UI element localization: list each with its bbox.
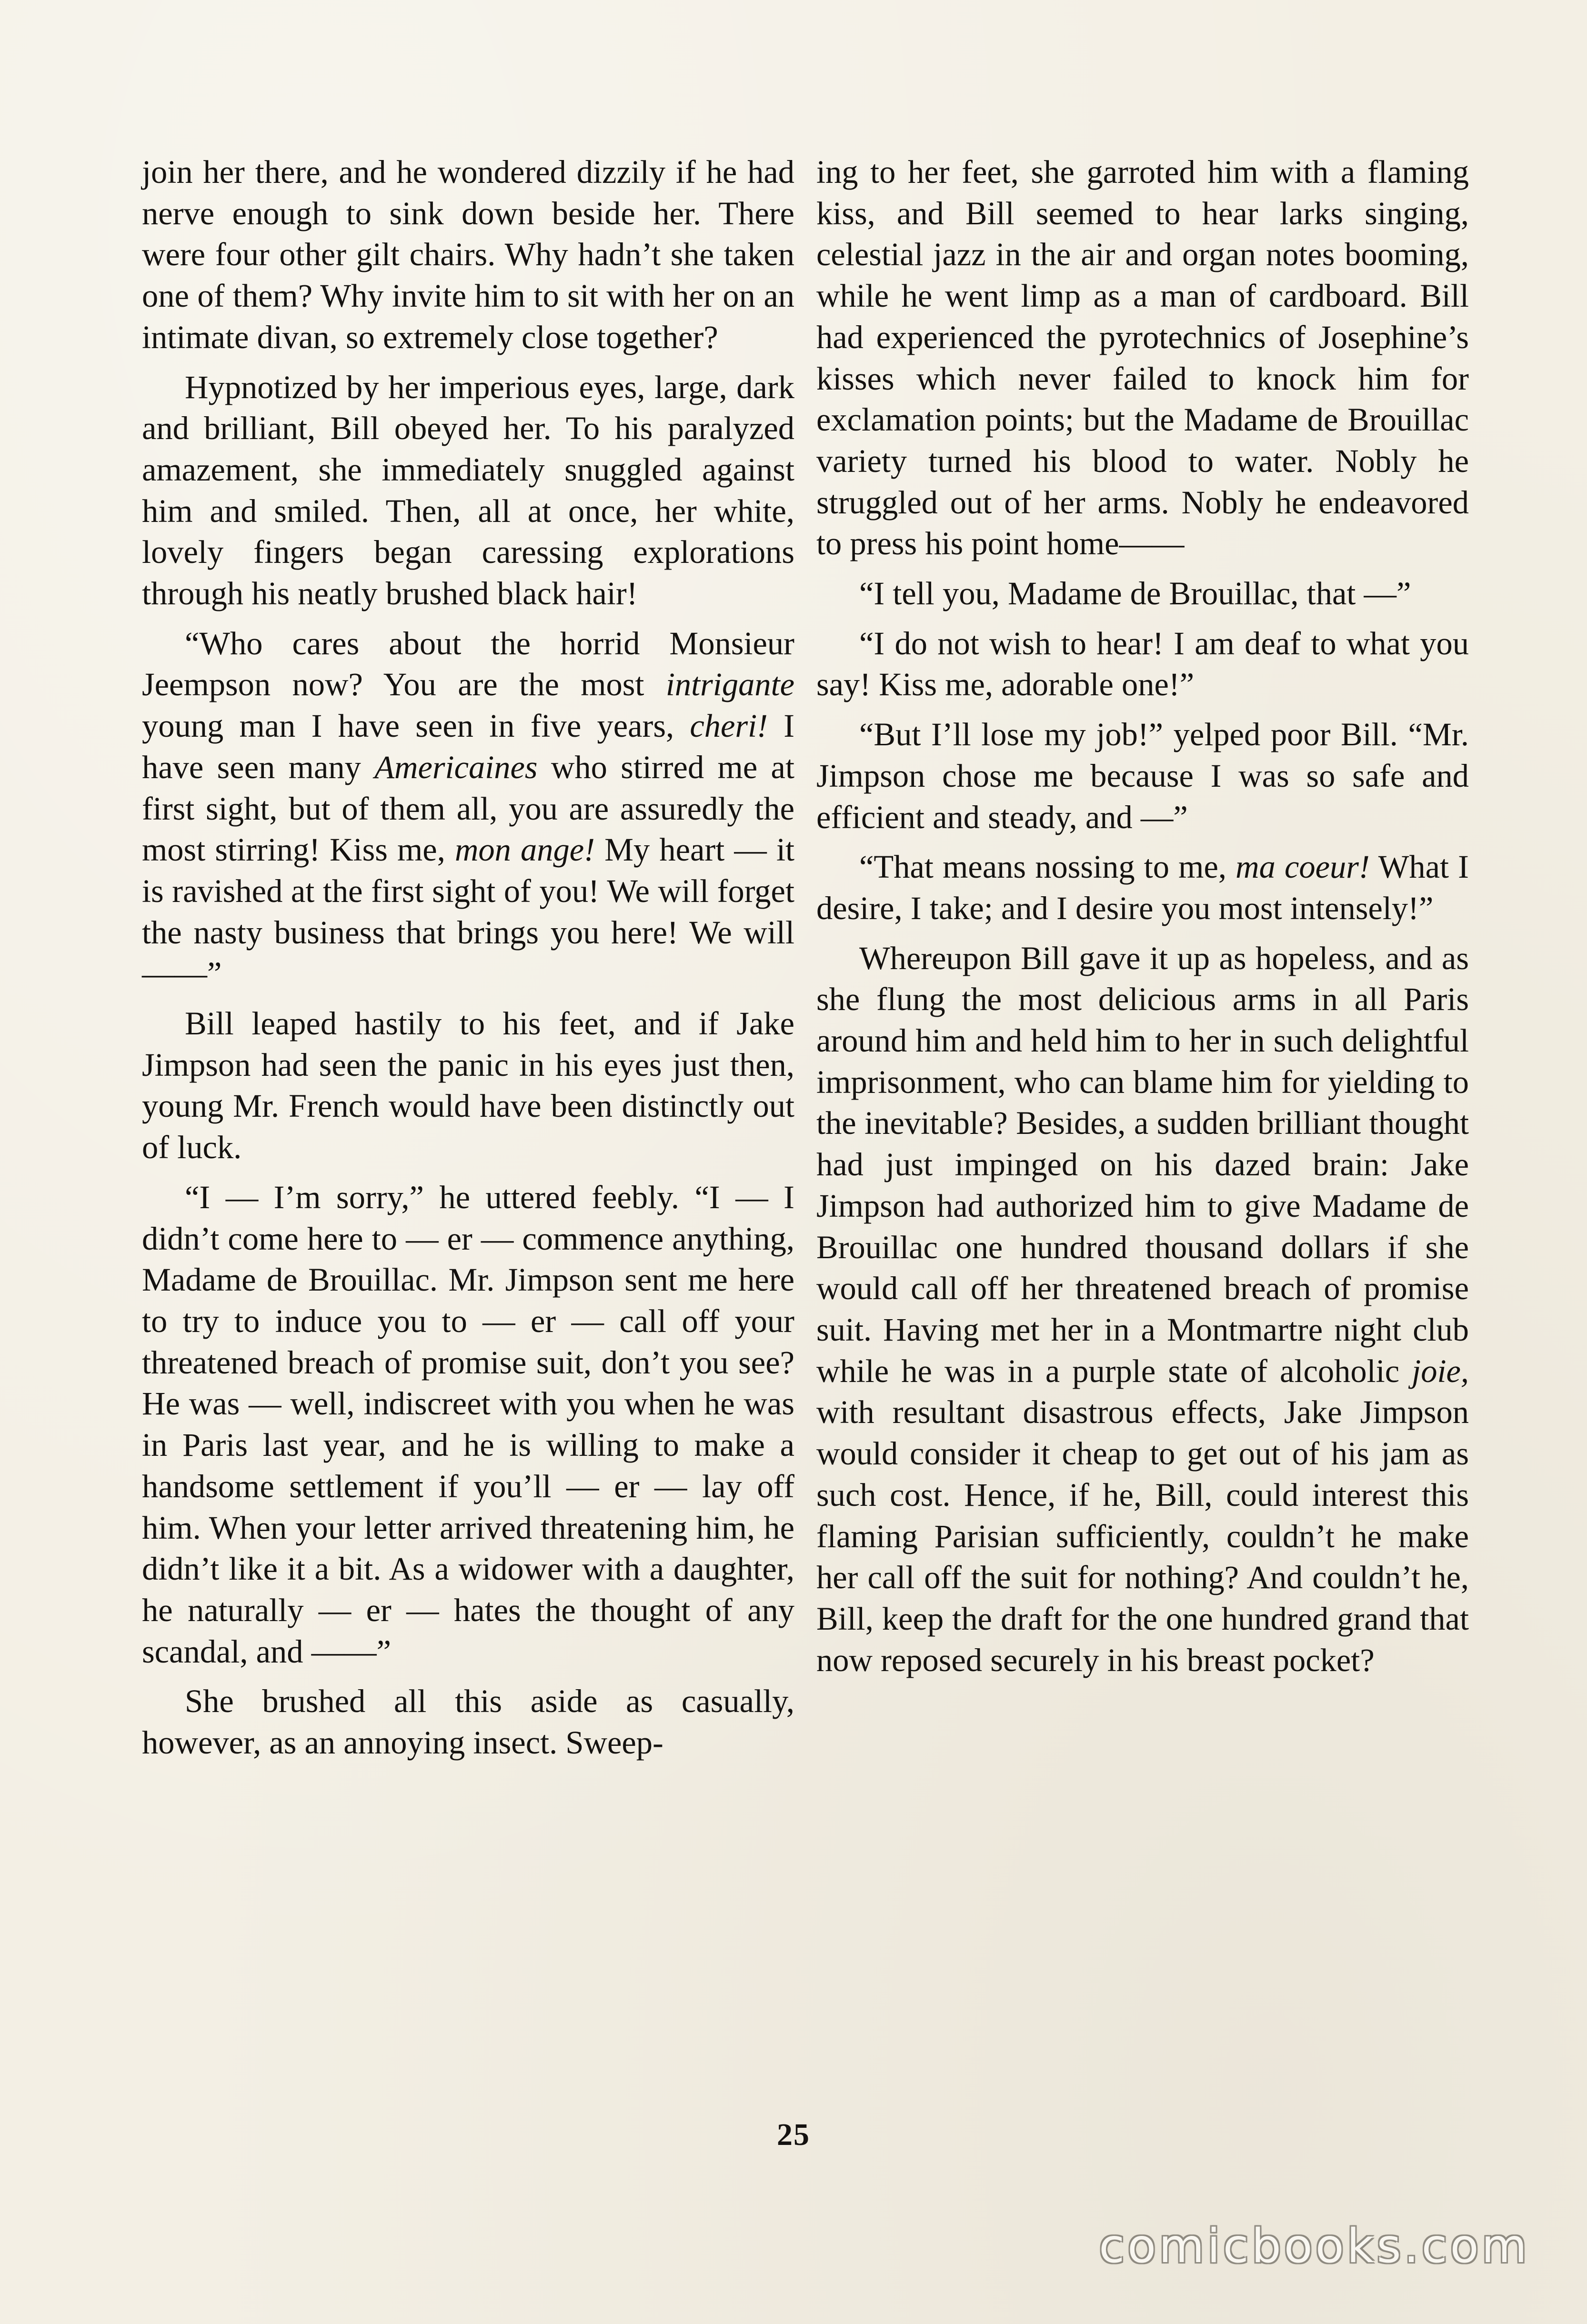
- text-run: What I desire, I take; and I desire you most intensely!”: [816, 849, 1469, 926]
- paragraph: [816, 846, 1469, 929]
- paragraph: join her there, and he wondered dizzily if he had nerve enough to sink down beside her. There were four other gilt chairs. Why hadn’t she taken one of them? Why invite him to sit with her on an intimate divan, so extremely close together?: [142, 154, 794, 355]
- paragraph: She brushed all this aside as casually, however, as an annoying insect. Sweep-: [142, 1683, 794, 1761]
- text-run: I have seen many: [142, 708, 795, 785]
- italic-text: Americaines: [374, 749, 538, 785]
- paragraph: ing to her feet, she garroted him with a flaming kiss, and Bill seemed to hear larks singing, celestial jazz in the air and organ notes booming, while he went limp as a man of cardboard. Bill had experienced the pyrotechnics of Josephine’s kisses which never failed to knock him for exclamation points; but the Madame de Brouillac variety turned his blood to water. Nobly he struggled out of her arms. Nobly he endeavored to press his point home——: [816, 154, 1469, 562]
- left-text-column: [142, 151, 794, 1772]
- paragraph: [816, 938, 1469, 1681]
- text-run: who stirred me at first sight, but of them all, you are assuredly the most stirring! Kiss me,: [142, 749, 794, 868]
- text-run: “Who cares about the horrid Monsieur Jeempson now? You are the most: [142, 625, 794, 703]
- paragraph: “I — I’m sorry,” he uttered feebly. “I — I didn’t come here to — er — commence anything, Madame de Brouillac. Mr. Jimpson sent me here to try to induce you to — er — call off your threatened breach of promise suit, don’t you see? He was — well, indiscreet with you when he was in Paris last year, and he is willing to make a handsome settlement if you’ll — er — lay off him. When your letter arrived threatening him, he didn’t like it a bit. As a widower with a daughter, he naturally — er — hates the thought of any scandal, and ——”: [142, 1179, 794, 1670]
- right-text-column: [816, 151, 1469, 1689]
- paragraph: “But I’ll lose my job!” yelped poor Bill. “Mr. Jimpson chose me because I was so safe and efficient and steady, and —”: [816, 716, 1469, 835]
- text-run: My heart — it is ravished at the first sight of you! We will forget the nasty business that brings you here! We will——”: [142, 831, 795, 992]
- italic-text: intrigante: [665, 666, 794, 703]
- paragraph: [142, 623, 794, 994]
- text-run: with resultant disastrous effects, Jake Jimpson would consider it cheap to get out of his jam as such cost. Hence, if he, Bill, could interest this flaming Parisian sufficiently, couldn’t he make her call off the suit for nothing? And couldn’t he, Bill, keep the draft for the one hundred grand that now reposed securely in his breast pocket?: [816, 1394, 1469, 1678]
- paragraph: “I do not wish to hear! I am deaf to what you say! Kiss me, adorable one!”: [816, 625, 1469, 703]
- italic-text: cheri!: [690, 708, 768, 744]
- paragraph: “I tell you, Madame de Brouillac, that —”: [859, 575, 1411, 612]
- text-run: young man I have seen in five years,: [142, 708, 690, 744]
- italic-text: mon ange!: [454, 831, 595, 868]
- paragraph: Hypnotized by her imperious eyes, large, dark and brilliant, Bill obeyed her. To his paralyzed amazement, she immediately snuggled against him and smiled. Then, all at once, her white, lovely fingers began caressing explorations through his neatly brushed black hair!: [142, 369, 794, 612]
- italic-text: ma coeur!: [1235, 849, 1370, 885]
- text-run: Whereupon Bill gave it up as hopeless, and as she flung the most delicious arms in all Paris around him and held him to her in such delightful imprisonment, who can blame him for yielding to the inevitable? Besides, a sudden brilliant thought had just impinged on his dazed brain: Jake Jimpson had authorized him to give Madame de Brouillac one hundred thousand dollars if she would call off her threatened breach of promise suit. Having met her in a Montmartre night club while he was in a purple state of alcoholic: [816, 940, 1469, 1389]
- page-number: 25: [777, 2117, 810, 2152]
- watermark: comicbooks.com: [1099, 2219, 1530, 2274]
- text-run: “That means nossing to me,: [859, 849, 1236, 885]
- paragraph: Bill leaped hastily to his feet, and if Jake Jimpson had seen the panic in his eyes just then, young Mr. French would have been distinctly out of luck.: [142, 1005, 794, 1166]
- italic-text: joie,: [1412, 1352, 1469, 1389]
